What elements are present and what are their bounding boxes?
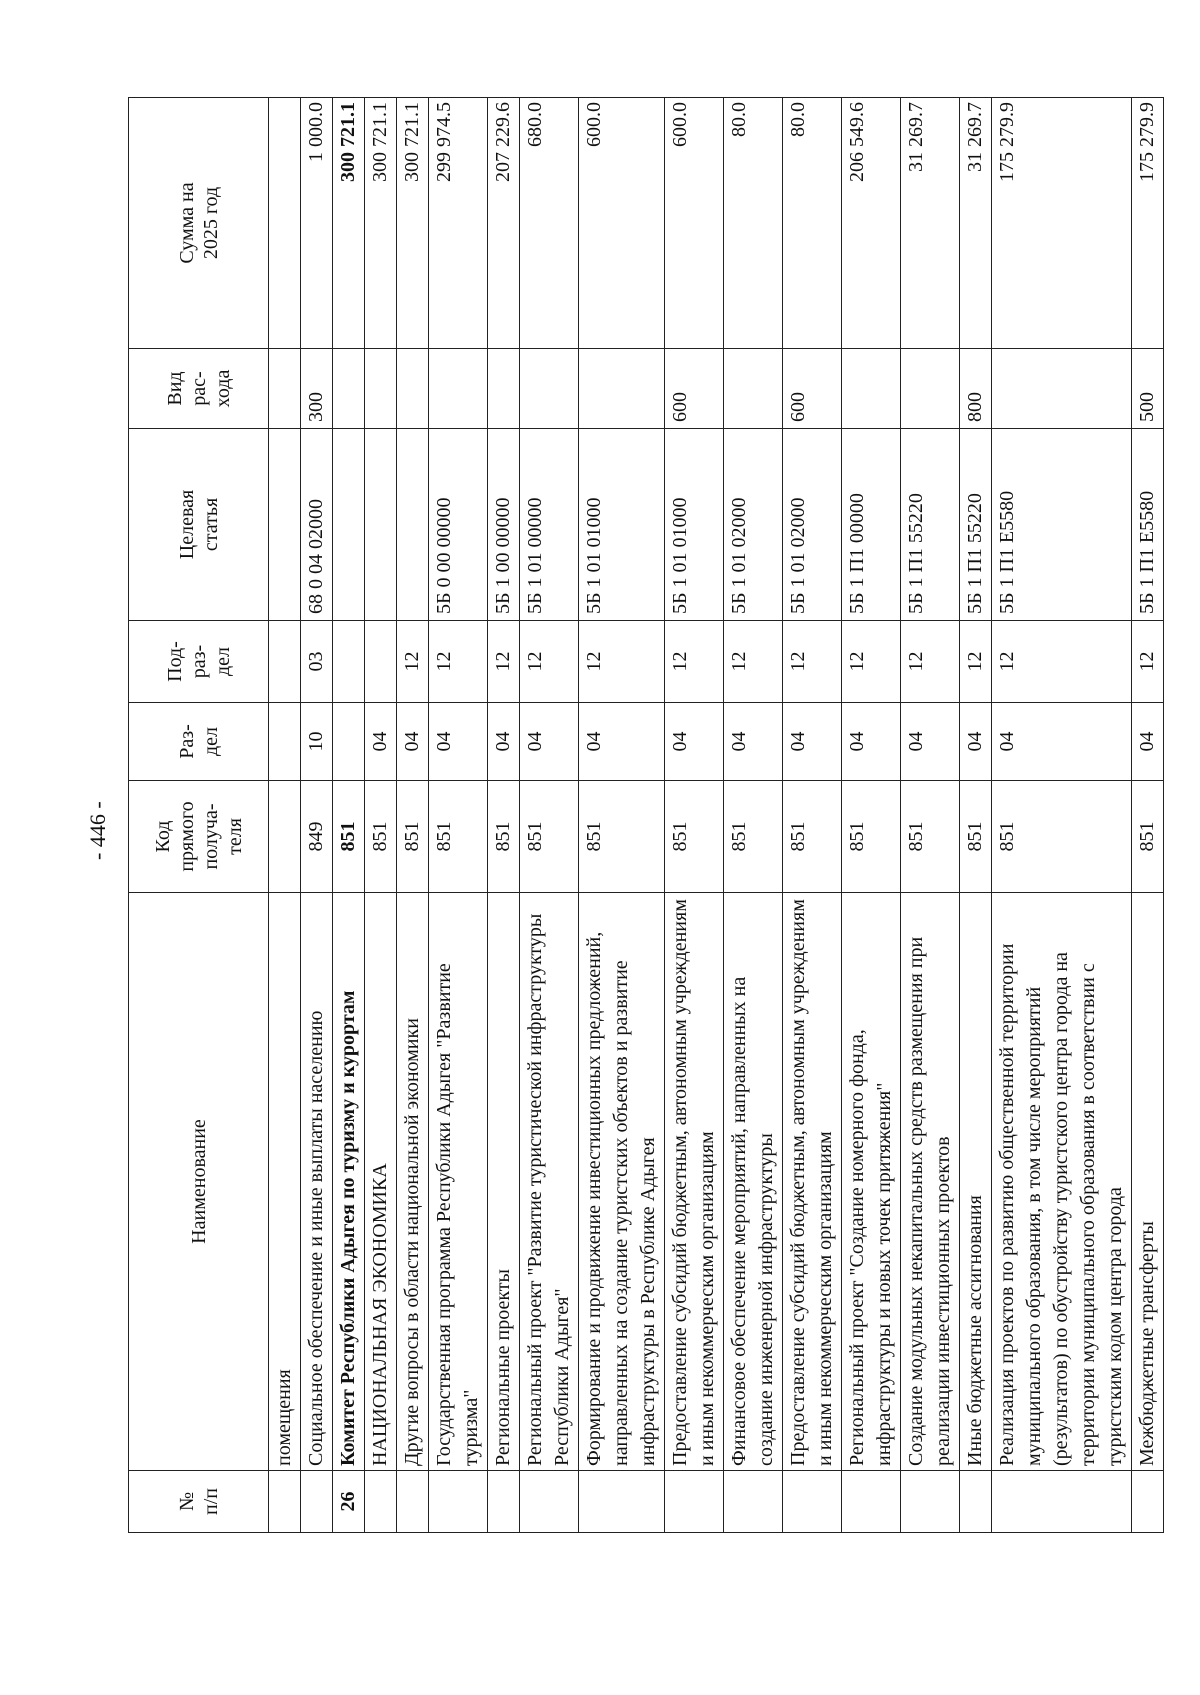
cell-amount: 1 000.0 [301,98,333,349]
header-section: Раз- дел [129,703,269,781]
cell-name: Создание модульных некапитальных средств размещения при реализации инвестиционных проектов [901,893,960,1471]
cell-recipient-code: 851 [901,781,960,893]
cell-target-article: 5Б 1 01 01000 [665,429,724,621]
cell-subsection: 03 [301,621,333,703]
page-number: - 446 - [85,801,110,860]
table-body [269,98,1164,1533]
cell-target-article: 68 0 04 02000 [301,429,333,621]
cell-expense-type [269,349,301,429]
cell-expense-type [520,349,579,429]
cell-subsection: 12 [842,621,901,703]
cell-name: Региональный проект "Развитие туристической инфраструктуры Республики Адыгея" [520,893,579,1471]
table-row [429,98,488,1533]
cell-num [960,1471,992,1533]
table-row [579,98,665,1533]
cell-num [488,1471,520,1533]
cell-section: 04 [901,703,960,781]
cell-section: 10 [301,703,333,781]
cell-expense-type [397,349,429,429]
cell-amount: 600.0 [665,98,724,349]
cell-target-article: 5Б 1 01 00000 [520,429,579,621]
cell-num: 26 [333,1471,365,1533]
cell-subsection: 12 [1132,621,1164,703]
cell-amount: 207 229.6 [488,98,520,349]
cell-expense-type [333,349,365,429]
cell-amount: 80.0 [724,98,783,349]
cell-name: Социальное обеспечение и иные выплаты населению [301,893,333,1471]
cell-recipient-code: 851 [783,781,842,893]
table-row [520,98,579,1533]
cell-name: Другие вопросы в области национальной экономики [397,893,429,1471]
cell-section: 04 [520,703,579,781]
cell-expense-type [724,349,783,429]
table-row [397,98,429,1533]
cell-num [842,1471,901,1533]
header-amount-2025: Сумма на 2025 год [129,98,269,349]
cell-name: Формирование и продвижение инвестиционных предложений, направленных на создание туристских объектов и развитие инфраструктуры в Республике Адыгея [579,893,665,1471]
cell-name: Иные бюджетные ассигнования [960,893,992,1471]
cell-expense-type [842,349,901,429]
cell-subsection: 12 [960,621,992,703]
table-row [1132,98,1164,1533]
cell-num [520,1471,579,1533]
table-row [301,98,333,1533]
cell-expense-type: 600 [783,349,842,429]
cell-amount: 600.0 [579,98,665,349]
cell-subsection: 12 [488,621,520,703]
cell-section: 04 [783,703,842,781]
cell-recipient-code: 851 [365,781,397,893]
cell-subsection: 12 [901,621,960,703]
cell-recipient-code: 851 [960,781,992,893]
cell-target-article: 5Б 1 01 01000 [579,429,665,621]
cell-num [724,1471,783,1533]
cell-target-article [333,429,365,621]
cell-num [301,1471,333,1533]
table-row [724,98,783,1533]
table-row [333,98,365,1533]
cell-section: 04 [842,703,901,781]
cell-num [665,1471,724,1533]
header-num: № п/п [129,1471,269,1533]
cell-target-article: 5Б 1 П1 55220 [901,429,960,621]
cell-name: Комитет Республики Адыгея по туризму и курортам [333,893,365,1471]
cell-subsection: 12 [724,621,783,703]
cell-subsection: 12 [520,621,579,703]
cell-section: 04 [724,703,783,781]
cell-name: Реализация проектов по развитию общественной территории муниципального образования, в том числе мероприятий (результатов) по обустройству туристского центра города на территории муниципального образования в соответствии с туристским кодом центра города [992,893,1132,1471]
cell-section: 04 [488,703,520,781]
cell-recipient-code: 851 [488,781,520,893]
cell-recipient-code: 851 [724,781,783,893]
cell-section [333,703,365,781]
cell-target-article [365,429,397,621]
budget-table [128,97,1164,1533]
cell-name: Предоставление субсидий бюджетным, автономным учреждениям и иным некоммерческим организациям [783,893,842,1471]
cell-subsection [269,621,301,703]
cell-subsection: 12 [665,621,724,703]
cell-num [429,1471,488,1533]
cell-section: 04 [365,703,397,781]
table-row [365,98,397,1533]
cell-target-article: 5Б 1 П1 Е5580 [992,429,1132,621]
header-name: Наименование [129,893,269,1471]
cell-name: Государственная программа Республики Адыгея "Развитие туризма" [429,893,488,1471]
cell-subsection: 12 [429,621,488,703]
cell-target-article: 5Б 1 01 02000 [724,429,783,621]
cell-subsection: 12 [992,621,1132,703]
cell-num [397,1471,429,1533]
cell-amount: 299 974.5 [429,98,488,349]
cell-target-article: 5Б 1 П1 55220 [960,429,992,621]
cell-subsection: 12 [579,621,665,703]
cell-expense-type: 800 [960,349,992,429]
header-recipient-code: Код прямого получа- теля [129,781,269,893]
cell-expense-type: 500 [1132,349,1164,429]
cell-recipient-code [269,781,301,893]
cell-target-article [397,429,429,621]
cell-name: Финансовое обеспечение мероприятий, направленных на создание инженерной инфраструктуры [724,893,783,1471]
cell-num [992,1471,1132,1533]
cell-target-article: 5Б 1 П1 00000 [842,429,901,621]
cell-expense-type [901,349,960,429]
cell-name: Региональные проекты [488,893,520,1471]
cell-num [365,1471,397,1533]
cell-name: Предоставление субсидий бюджетным, автономным учреждениям и иным некоммерческим организациям [665,893,724,1471]
table-row [269,98,301,1533]
cell-expense-type [365,349,397,429]
cell-name: НАЦИОНАЛЬНАЯ ЭКОНОМИКА [365,893,397,1471]
table-row [665,98,724,1533]
cell-recipient-code: 851 [842,781,901,893]
cell-section: 04 [429,703,488,781]
cell-expense-type [992,349,1132,429]
cell-num [1132,1471,1164,1533]
cell-target-article [269,429,301,621]
cell-recipient-code: 851 [579,781,665,893]
cell-amount: 680.0 [520,98,579,349]
cell-recipient-code: 851 [429,781,488,893]
cell-name: Региональный проект "Создание номерного фонда, инфраструктуры и новых точек притяжения" [842,893,901,1471]
cell-amount: 175 279.9 [992,98,1132,349]
cell-expense-type [488,349,520,429]
header-expense-type: Вид рас- хода [129,349,269,429]
cell-expense-type: 300 [301,349,333,429]
cell-expense-type [579,349,665,429]
header-target-article: Целевая статья [129,429,269,621]
cell-subsection [365,621,397,703]
cell-num [579,1471,665,1533]
cell-name: Межбюджетные трансферты [1132,893,1164,1471]
table-row [901,98,960,1533]
cell-num [269,1471,301,1533]
cell-amount: 206 549.6 [842,98,901,349]
cell-amount: 175 279.9 [1132,98,1164,349]
cell-section: 04 [397,703,429,781]
cell-section [269,703,301,781]
cell-subsection: 12 [397,621,429,703]
cell-recipient-code: 851 [992,781,1132,893]
cell-amount [269,98,301,349]
cell-recipient-code: 849 [301,781,333,893]
cell-recipient-code: 851 [397,781,429,893]
cell-recipient-code: 851 [520,781,579,893]
cell-target-article: 5Б 1 00 00000 [488,429,520,621]
cell-recipient-code: 851 [333,781,365,893]
cell-section: 04 [1132,703,1164,781]
cell-amount: 300 721.1 [397,98,429,349]
header-subsection: Под- раз- дел [129,621,269,703]
cell-section: 04 [665,703,724,781]
cell-subsection: 12 [783,621,842,703]
cell-section: 04 [992,703,1132,781]
cell-section: 04 [960,703,992,781]
rotated-table-container [128,98,1158,1533]
cell-amount: 300 721.1 [333,98,365,349]
cell-target-article: 5Б 1 П1 Е5580 [1132,429,1164,621]
table-row [488,98,520,1533]
cell-amount: 31 269.7 [901,98,960,349]
cell-amount: 300 721.1 [365,98,397,349]
table-header-row [129,98,269,1533]
cell-subsection [333,621,365,703]
table-row [992,98,1132,1533]
cell-name: помещения [269,893,301,1471]
table-row [960,98,992,1533]
cell-target-article: 5Б 1 01 02000 [783,429,842,621]
cell-num [901,1471,960,1533]
cell-section: 04 [579,703,665,781]
table-row [842,98,901,1533]
table-row [783,98,842,1533]
cell-amount: 80.0 [783,98,842,349]
cell-target-article: 5Б 0 00 00000 [429,429,488,621]
cell-expense-type [429,349,488,429]
cell-num [783,1471,842,1533]
cell-recipient-code: 851 [1132,781,1164,893]
cell-expense-type: 600 [665,349,724,429]
cell-recipient-code: 851 [665,781,724,893]
cell-amount: 31 269.7 [960,98,992,349]
